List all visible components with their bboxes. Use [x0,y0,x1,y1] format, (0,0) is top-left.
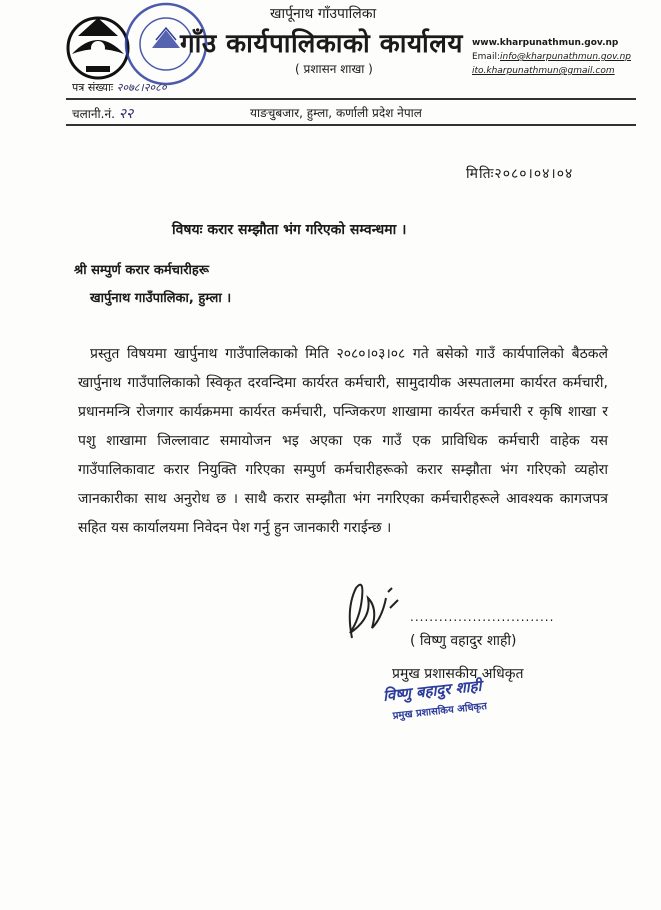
header-rule-bottom [66,124,636,126]
title-stamp: प्रमुख प्रशासकिय अधिकृत [392,701,488,722]
recipient-line-1: श्री सम्पुर्ण करार कर्मचारीहरू [74,263,209,278]
letter-subject: विषयः करार सम्झौता भंग गरिएको सम्वन्धमा । [172,222,407,238]
recipient-line-2: खार्पुनाथ गाउँपालिका, हुम्ला । [90,291,232,306]
ref-label: पत्र संख्याः [72,81,114,94]
section-name: ( प्रशासन शाखा ) [295,62,373,76]
letter-date: मितिः२०८०।०४।०४ [466,166,574,182]
email-link[interactable]: info@kharpunathmun.gov.np [499,52,631,62]
reference-number [72,80,167,95]
ref-value: २०७८।२०८० [116,81,167,94]
office-address: याङचुबजार, हुम्ला, कर्णाली प्रदेश नेपाल [250,106,422,120]
handwritten-signature [342,578,402,648]
letter-body [78,340,608,543]
signatory-name: ( विष्णु वहादुर शाही) [410,633,517,649]
header-rule-top [66,98,636,100]
email-label: Email: [471,52,500,62]
website-link[interactable]: www.kharpunathmun.gov.np [471,38,619,48]
name-stamp: विष्णु बहादुर शाही [382,676,483,705]
chalani-label: चलानी.नं. [72,107,115,121]
signatory-title: प्रमुख प्रशासकीय अधिकृत [392,666,524,682]
office-title: गाँउ कार्यपालिकाको कार्यालय [180,29,463,59]
chalani-value: २२ [118,106,134,122]
dispatch-number [72,104,133,123]
body-paragraph: प्रस्तुत विषयमा खार्पुनाथ गाउँपालिकाको मिति २०८०।०३।०८ गते बसेको गाउँ कार्यपालिको बैठकले खार्पुनाथ गाउँपालिकाको स्विकृत दरवन्दिमा कार्यरत कर्मचारी, सामुदायीक अस्पतालमा कार्यरत कर्मचारी, प्रधानमन्त्रि रोजगार कार्यक्रममा कार्यरत कर्मचारी, पन्जिकरण शाखामा कार्यरत कर्मचारी र कृषि शाखा र पशु शाखामा जिल्लावाट समायोजन भइ अएका एक गाउँ एक प्राविधिक कर्मचारी वाहेक यस गाउँपालिकावाट करार नियुक्ति गरिएका सम्पुर्ण कर्मचारीहरूको करार सम्झौता भंग गरिएको व्यहोरा जानकारीका साथ अनुरोध छ । साथै करार सम्झौता भंग नगरिएका कर्मचारीहरूले आवश्यक कागजपत्र सहित यस कार्यालयमा निवेदन पेश गर्नु हुन जानकारी गराईन्छ । [78,346,608,536]
email2-link[interactable]: ito.kharpunathmun@gmail.com [471,66,615,76]
municipality-name: खार्पूनाथ गाँउपालिका [270,6,377,22]
signature-line: .............................. [410,610,555,624]
contact-block [472,36,631,78]
